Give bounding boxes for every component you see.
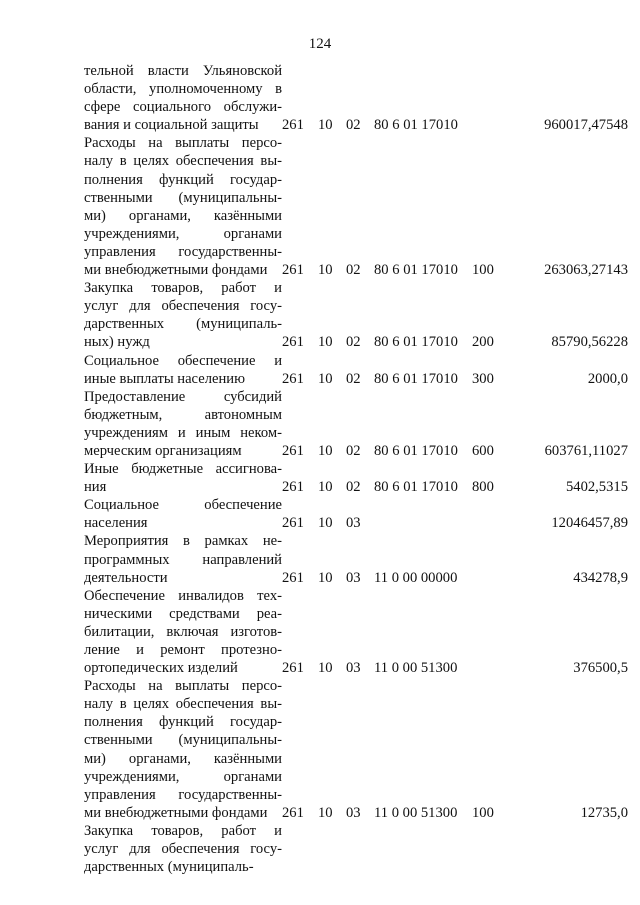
amount: 12046457,89: [551, 515, 628, 532]
admin-code: 261: [282, 804, 304, 821]
expense-name: [84, 279, 282, 351]
expense-name-line: управления государственны-: [84, 786, 282, 803]
amount: 5402,5315: [565, 479, 628, 496]
expense-name-line: полнения функций государ-: [84, 714, 282, 731]
expense-name-line: иные выплаты населению: [84, 370, 245, 387]
subsection-code: 02: [346, 370, 361, 387]
amount: 85790,56228: [551, 334, 628, 351]
expense-name-line: Расходы на выплаты персо-: [84, 678, 282, 695]
expense-name-line: мерческим организациям: [84, 442, 242, 459]
expense-name-line: ния: [84, 479, 107, 496]
expense-name-line: Закупка товаров, работ и: [84, 822, 282, 839]
expense-name-line: учреждениями, органами: [84, 225, 282, 242]
budget-table: [84, 62, 628, 876]
expense-type-code: [472, 496, 508, 532]
subsection-code: [346, 822, 374, 876]
subsection-code: 02: [346, 262, 361, 279]
table-row: [84, 677, 628, 822]
subsection-code: 02: [346, 117, 361, 134]
target-article-code: 80 6 01 17010: [374, 442, 458, 459]
expense-name: [84, 388, 282, 460]
section-code: 10: [318, 117, 333, 134]
page-number: 124: [308, 36, 332, 52]
expense-type-code: [472, 822, 508, 876]
amount: [508, 822, 628, 876]
section-code: 10: [318, 442, 333, 459]
admin-code: 261: [282, 334, 304, 351]
expense-name-line: налу в целях обеспечения вы-: [84, 696, 282, 713]
expense-name: [84, 460, 282, 496]
expense-name-line: программных направлений: [84, 551, 282, 568]
table-row: [84, 587, 628, 677]
section-code: 10: [318, 804, 333, 821]
expense-name: [84, 532, 282, 586]
target-article-code: 11 0 00 51300: [374, 660, 458, 677]
section-code: 10: [318, 370, 333, 387]
amount: 2000,0: [587, 370, 628, 387]
target-article-code: 80 6 01 17010: [374, 334, 458, 351]
expense-type-code: 600: [472, 442, 494, 459]
target-article-code: [374, 496, 472, 532]
subsection-code: 02: [346, 479, 361, 496]
table-row: [84, 532, 628, 586]
expense-name-line: Социальное обеспечение и: [84, 352, 282, 369]
expense-name: [84, 62, 282, 134]
expense-name-line: ми внебюджетными фондами: [84, 262, 268, 279]
admin-code: 261: [282, 479, 304, 496]
admin-code: 261: [282, 117, 304, 134]
expense-name-line: ортопедических изделий: [84, 660, 238, 677]
section-code: 10: [318, 334, 333, 351]
section-code: 10: [318, 479, 333, 496]
expense-name-line: полнения функций государ-: [84, 171, 282, 188]
section-code: [318, 822, 346, 876]
expense-type-code: 100: [472, 804, 494, 821]
admin-code: 261: [282, 442, 304, 459]
target-article-code: 11 0 00 51300: [374, 804, 458, 821]
expense-name-line: населения: [84, 515, 148, 532]
section-code: 10: [318, 660, 333, 677]
expense-name-line: управления государственны-: [84, 243, 282, 260]
expense-name-line: Закупка товаров, работ и: [84, 280, 282, 297]
expense-name-line: услуг для обеспечения госу-: [84, 298, 282, 315]
subsection-code: 03: [346, 569, 361, 586]
subsection-code: 02: [346, 442, 361, 459]
budget-table-body: [84, 62, 628, 876]
expense-name-line: учреждениям и иным неком-: [84, 424, 282, 441]
section-code: 10: [318, 262, 333, 279]
expense-name-line: Иные бюджетные ассигнова-: [84, 461, 282, 478]
section-code: 10: [318, 569, 333, 586]
table-row: [84, 388, 628, 460]
table-row: [84, 352, 628, 388]
target-article-code: [374, 822, 472, 876]
subsection-code: 03: [346, 515, 361, 532]
amount: 434278,9: [573, 569, 628, 586]
expense-name-line: сфере социального обслужи-: [84, 99, 282, 116]
expense-name-line: вания и социальной защиты: [84, 117, 259, 134]
target-article-code: 80 6 01 17010: [374, 479, 458, 496]
target-article-code: 80 6 01 17010: [374, 117, 458, 134]
subsection-code: 03: [346, 660, 361, 677]
subsection-code: 03: [346, 804, 361, 821]
expense-name-line: учреждениями, органами: [84, 768, 282, 785]
expense-name-line: ми) органами, казёнными: [84, 207, 282, 224]
expense-name: [84, 587, 282, 677]
expense-name-line: деятельности: [84, 569, 168, 586]
expense-name-line: ственными (муниципальны-: [84, 732, 282, 749]
expense-type-code: 200: [472, 334, 494, 351]
expense-name-line: Мероприятия в рамках не-: [84, 533, 282, 550]
table-row: [84, 62, 628, 134]
expense-name-line: области, уполномоченному в: [84, 81, 282, 98]
target-article-code: 80 6 01 17010: [374, 370, 458, 387]
expense-name: [84, 677, 282, 822]
table-row: [84, 134, 628, 279]
expense-type-code: [472, 62, 508, 134]
expense-type-code: [472, 587, 508, 677]
target-article-code: 80 6 01 17010: [374, 262, 458, 279]
expense-name-line: ническими средствами реа-: [84, 605, 282, 622]
expense-name-line: ных) нужд: [84, 334, 150, 351]
table-row: [84, 496, 628, 532]
table-row: [84, 279, 628, 351]
admin-code: 261: [282, 660, 304, 677]
expense-type-code: 100: [472, 262, 494, 279]
admin-code: 261: [282, 262, 304, 279]
expense-name-line: ми внебюджетными фондами: [84, 804, 268, 821]
expense-type-code: 300: [472, 370, 494, 387]
expense-name-line: тельной власти Ульяновской: [84, 63, 282, 79]
expense-type-code: [472, 532, 508, 586]
amount: 263063,27143: [544, 262, 628, 279]
amount: 376500,5: [573, 660, 628, 677]
expense-name-line: налу в целях обеспечения вы-: [84, 153, 282, 170]
expense-name-line: ми) органами, казёнными: [84, 750, 282, 767]
section-code: 10: [318, 515, 333, 532]
subsection-code: 02: [346, 334, 361, 351]
expense-type-code: 800: [472, 479, 494, 496]
expense-name-line: услуг для обеспечения госу-: [84, 841, 282, 858]
admin-code: [282, 822, 318, 876]
expense-name-line: Социальное обеспечение: [84, 497, 282, 514]
expense-name: [84, 352, 282, 388]
expense-name: [84, 822, 282, 876]
target-article-code: 11 0 00 00000: [374, 569, 458, 586]
expense-name-line: ление и ремонт протезно-: [84, 642, 282, 658]
expense-name-line: билитации, включая изготов-: [84, 623, 282, 640]
expense-name-line: дарственных (муниципаль-: [84, 316, 282, 333]
admin-code: 261: [282, 569, 304, 586]
expense-name-line: ственными (муниципальны-: [84, 189, 282, 206]
table-row: [84, 822, 628, 876]
admin-code: 261: [282, 515, 304, 532]
table-row: [84, 460, 628, 496]
amount: 603761,11027: [544, 442, 628, 459]
expense-name-line: Предоставление субсидий: [84, 388, 282, 405]
expense-name-line: Обеспечение инвалидов тех-: [84, 587, 282, 604]
expense-name-line: бюджетным, автономным: [84, 406, 282, 423]
amount: 960017,47548: [544, 117, 628, 134]
expense-name-line: дарственных (муниципаль-: [84, 859, 254, 876]
amount: 12735,0: [580, 804, 628, 821]
admin-code: 261: [282, 370, 304, 387]
expense-name: [84, 496, 282, 532]
expense-name: [84, 134, 282, 279]
expense-name-line: Расходы на выплаты персо-: [84, 135, 282, 152]
